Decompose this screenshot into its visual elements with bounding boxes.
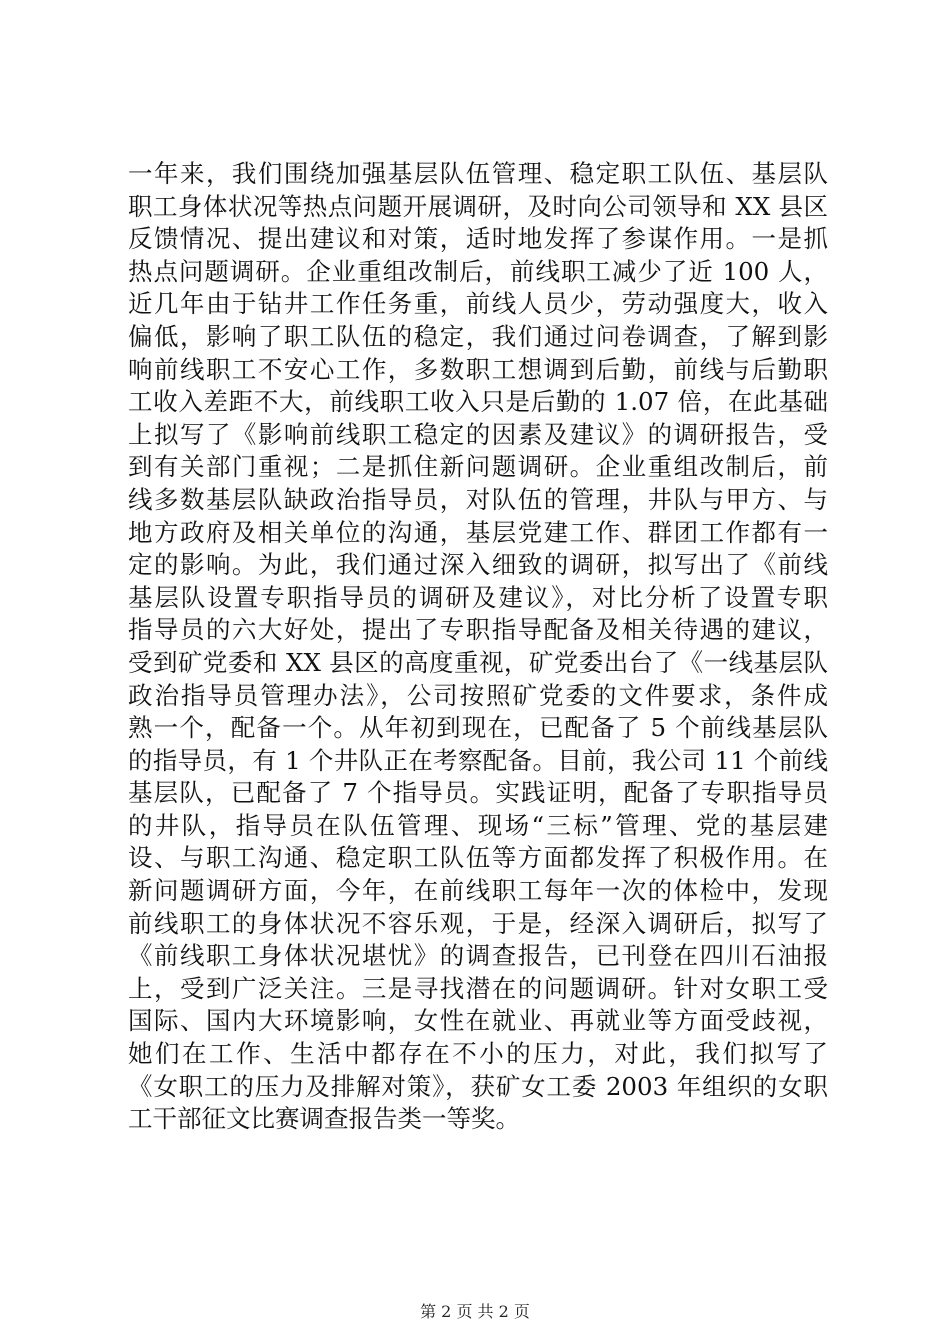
paragraph-line: 《前线职工身体状况堪忧》的调查报告，已刊登在四川石油报 bbox=[128, 941, 828, 971]
paragraph-line: 职工身体状况等热点问题开展调研，及时向公司领导和 XX 县区 bbox=[128, 191, 828, 221]
paragraph-line: 反馈情况、提出建议和对策，适时地发挥了参谋作用。一是抓 bbox=[128, 224, 828, 254]
paragraph-line: 的指导员，有 1 个井队正在考察配备。目前，我公司 11 个前线 bbox=[128, 745, 828, 775]
paragraph-line: 工收入差距不大，前线职工收入只是后勤的 1.07 倍，在此基础 bbox=[128, 387, 828, 417]
paragraph-line: 基层队设置专职指导员的调研及建议》，对比分析了设置专职 bbox=[128, 582, 828, 612]
paragraph-line: 设、与职工沟通、稳定职工队伍等方面都发挥了积极作用。在 bbox=[128, 843, 828, 873]
paragraph-line: 响前线职工不安心工作，多数职工想调到后勤，前线与后勤职 bbox=[128, 354, 828, 384]
paragraph-line: 上拟写了《影响前线职工稳定的因素及建议》的调研报告，受 bbox=[128, 419, 828, 449]
paragraph-line: 近几年由于钻井工作任务重，前线人员少，劳动强度大，收入 bbox=[128, 289, 828, 319]
paragraph-line: 偏低，影响了职工队伍的稳定，我们通过问卷调查，了解到影 bbox=[128, 321, 828, 351]
paragraph-line: 新问题调研方面，今年，在前线职工每年一次的体检中，发现 bbox=[128, 876, 828, 906]
paragraph-line: 前线职工的身体状况不容乐观，于是，经深入调研后，拟写了 bbox=[128, 908, 828, 938]
paragraph-line: 到有关部门重视；二是抓住新问题调研。企业重组改制后，前 bbox=[128, 452, 828, 482]
paragraph-line: 上，受到广泛关注。三是寻找潜在的问题调研。针对女职工受 bbox=[128, 973, 828, 1003]
paragraph-line: 地方政府及相关单位的沟通，基层党建工作、群团工作都有一 bbox=[128, 517, 828, 547]
paragraph-line: 工干部征文比赛调查报告类一等奖。 bbox=[128, 1104, 520, 1134]
paragraph-line: 基层队，已配备了 7 个指导员。实践证明，配备了专职指导员 bbox=[128, 778, 828, 808]
paragraph-line: 热点问题调研。企业重组改制后，前线职工减少了近 100 人， bbox=[128, 256, 828, 286]
page-number-footer: 第 2 页 共 2 页 bbox=[420, 1302, 530, 1321]
paragraph-line: 熟一个，配备一个。从年初到现在，已配备了 5 个前线基层队 bbox=[128, 713, 828, 743]
paragraph-line: 定的影响。为此，我们通过深入细致的调研，拟写出了《前线 bbox=[128, 550, 828, 580]
paragraph-line: 政治指导员管理办法》，公司按照矿党委的文件要求，条件成 bbox=[128, 680, 828, 710]
paragraph-line: 受到矿党委和 XX 县区的高度重视，矿党委出台了《一线基层队 bbox=[128, 647, 828, 677]
paragraph-line: 《女职工的压力及排解对策》，获矿女工委 2003 年组织的女职 bbox=[128, 1071, 828, 1101]
paragraph-line: 的井队，指导员在队伍管理、现场“三标”管理、党的基层建 bbox=[128, 810, 828, 840]
paragraph-line: 她们在工作、生活中都存在不小的压力，对此，我们拟写了 bbox=[128, 1039, 828, 1069]
paragraph-line: 线多数基层队缺政治指导员，对队伍的管理，井队与甲方、与 bbox=[128, 484, 828, 514]
paragraph-line: 国际、国内大环境影响，女性在就业、再就业等方面受歧视， bbox=[128, 1006, 828, 1036]
paragraph-line: 指导员的六大好处，提出了专职指导配备及相关待遇的建议， bbox=[128, 615, 828, 645]
body-paragraph bbox=[128, 158, 828, 1136]
paragraph-line: 一年来，我们围绕加强基层队伍管理、稳定职工队伍、基层队 bbox=[128, 159, 828, 188]
